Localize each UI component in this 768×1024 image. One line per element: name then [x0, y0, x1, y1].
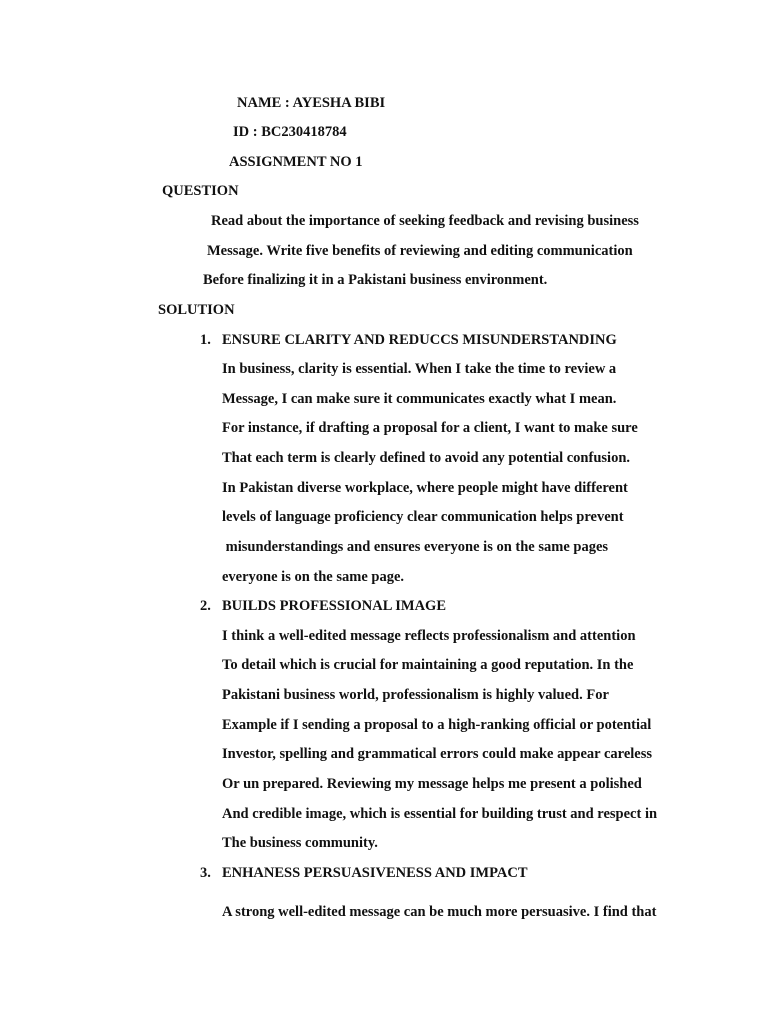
- question-line: Read about the importance of seeking feedback and revising business: [211, 213, 639, 229]
- solution-heading: SOLUTION: [158, 302, 235, 318]
- question-line: Before finalizing it in a Pakistani business environment.: [203, 272, 548, 288]
- body-line: misunderstandings and ensures everyone is on the same pages: [222, 539, 609, 555]
- list-number: 1.: [200, 332, 211, 348]
- body-line: For instance, if drafting a proposal for a client, I want to make sure: [222, 420, 638, 436]
- question-line: Message. Write five benefits of reviewing and editing communication: [207, 243, 633, 259]
- question-heading: QUESTION: [162, 183, 239, 199]
- body-line: In Pakistan diverse workplace, where people might have different: [222, 480, 628, 496]
- student-id: ID : BC230418784: [233, 124, 347, 140]
- body-line: Message, I can make sure it communicates exactly what I mean.: [222, 391, 617, 407]
- student-name: NAME : AYESHA BIBI: [237, 95, 386, 111]
- list-number: 3.: [200, 865, 211, 881]
- item-title: BUILDS PROFESSIONAL IMAGE: [222, 598, 446, 614]
- item-title: ENHANESS PERSUASIVENESS AND IMPACT: [222, 865, 528, 881]
- body-line: Pakistani business world, professionalism is highly valued. For: [222, 687, 609, 703]
- body-line: The business community.: [222, 835, 378, 851]
- body-line: Investor, spelling and grammatical errors could make appear careless: [222, 746, 653, 762]
- body-line: That each term is clearly defined to avoid any potential confusion.: [222, 450, 631, 466]
- body-line: A strong well-edited message can be much more persuasive. I find that: [222, 904, 657, 920]
- body-line: I think a well-edited message reflects professionalism and attention: [222, 628, 636, 644]
- list-number: 2.: [200, 598, 211, 614]
- body-line: To detail which is crucial for maintaining a good reputation. In the: [222, 657, 634, 673]
- body-line: In business, clarity is essential. When I take the time to review a: [222, 361, 617, 377]
- body-line: And credible image, which is essential for building trust and respect in: [222, 806, 658, 822]
- body-line: levels of language proficiency clear communication helps prevent: [222, 509, 624, 525]
- body-line: Example if I sending a proposal to a high-ranking official or potential: [222, 717, 652, 733]
- body-line: everyone is on the same page.: [222, 569, 405, 585]
- item-title: ENSURE CLARITY AND REDUCCS MISUNDERSTANDING: [222, 332, 617, 348]
- body-line: Or un prepared. Reviewing my message helps me present a polished: [222, 776, 642, 792]
- assignment-title: ASSIGNMENT NO 1: [229, 154, 363, 170]
